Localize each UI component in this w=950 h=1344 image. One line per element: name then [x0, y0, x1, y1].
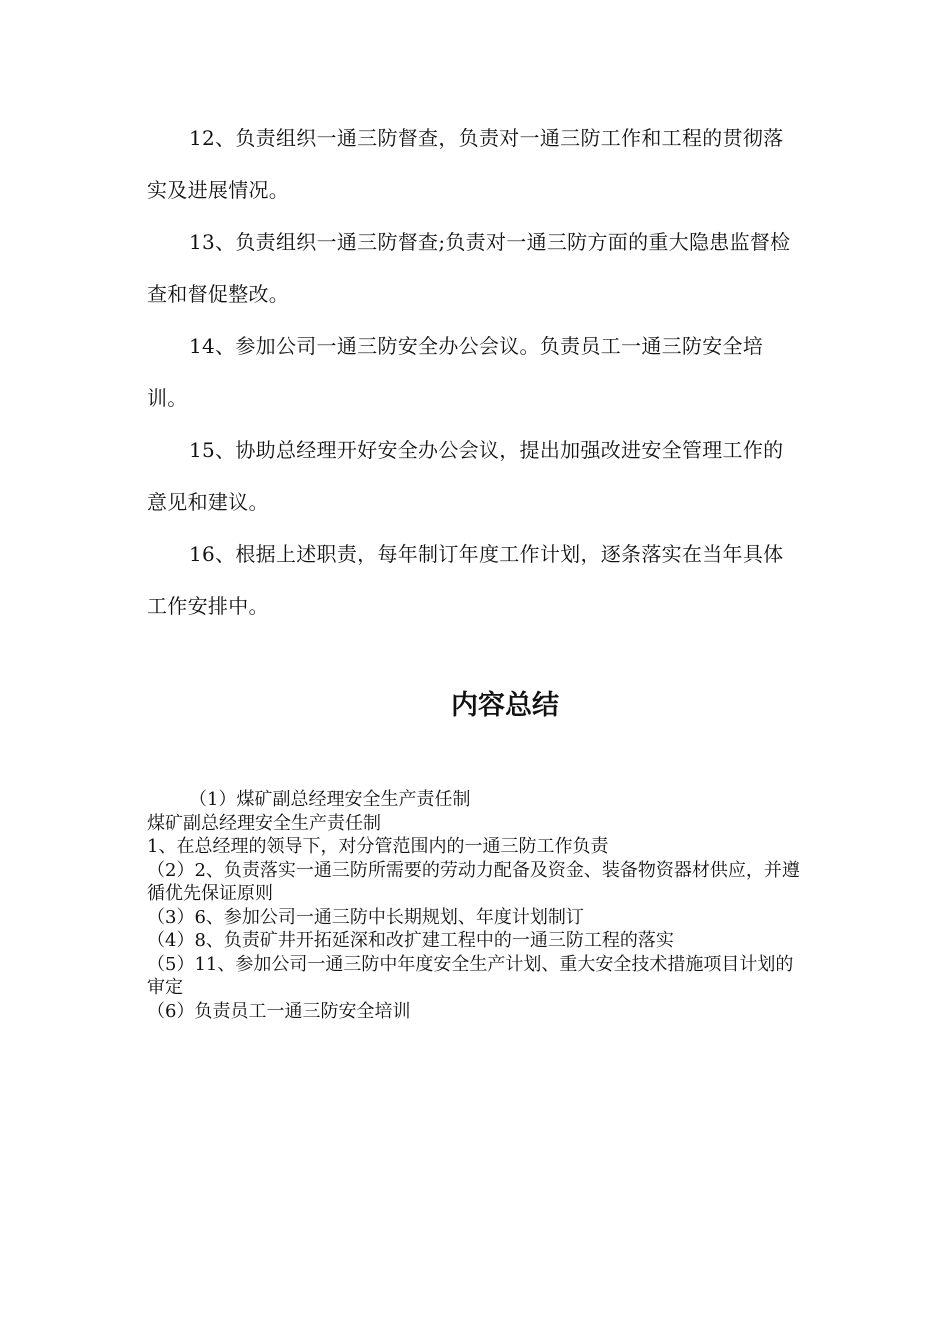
paragraph-item-13: 13、负责组织一通三防督查;负责对一通三防方面的重大隐患监督检查和督促整改。 [147, 230, 791, 306]
summary-section [147, 788, 803, 1023]
summary-title: 内容总结 [451, 690, 559, 721]
summary-line-1: （1）煤矿副总经理安全生产责任制 [189, 789, 471, 810]
paragraph-item-14: 14、参加公司一通三防安全办公会议。负责员工一通三防安全培训。 [147, 334, 764, 410]
summary-line-2: 煤矿副总经理安全生产责任制 [147, 812, 381, 834]
summary-line-7: （5）11、参加公司一通三防中年度安全生产计划、重大安全技术措施项目计划的审定 [147, 953, 794, 998]
summary-line-5: （3）6、参加公司一通三防中长期规划、年度计划制订 [147, 906, 584, 928]
summary-line-6: （4）8、负责矿井开拓延深和改扩建工程中的一通三防工程的落实 [147, 930, 674, 951]
summary-line-8: （6）负责员工一通三防安全培训 [147, 1000, 411, 1022]
summary-line-4: （2）2、负责落实一通三防所需要的劳动力配备及资金、装备物资器材供应，并遵循优先保证原则 [147, 859, 800, 904]
responsibility-list [147, 112, 803, 632]
summary-line-3: 1、在总经理的领导下，对分管范围内的一通三防工作负责 [147, 836, 609, 857]
paragraph-item-12: 12、负责组织一通三防督查，负责对一通三防工作和工程的贯彻落实及进展情况。 [147, 126, 784, 202]
paragraph-item-16: 16、根据上述职责，每年制订年度工作计划，逐条落实在当年具体工作安排中。 [147, 542, 784, 618]
paragraph-item-15: 15、协助总经理开好安全办公会议，提出加强改进安全管理工作的意见和建议。 [147, 438, 784, 514]
